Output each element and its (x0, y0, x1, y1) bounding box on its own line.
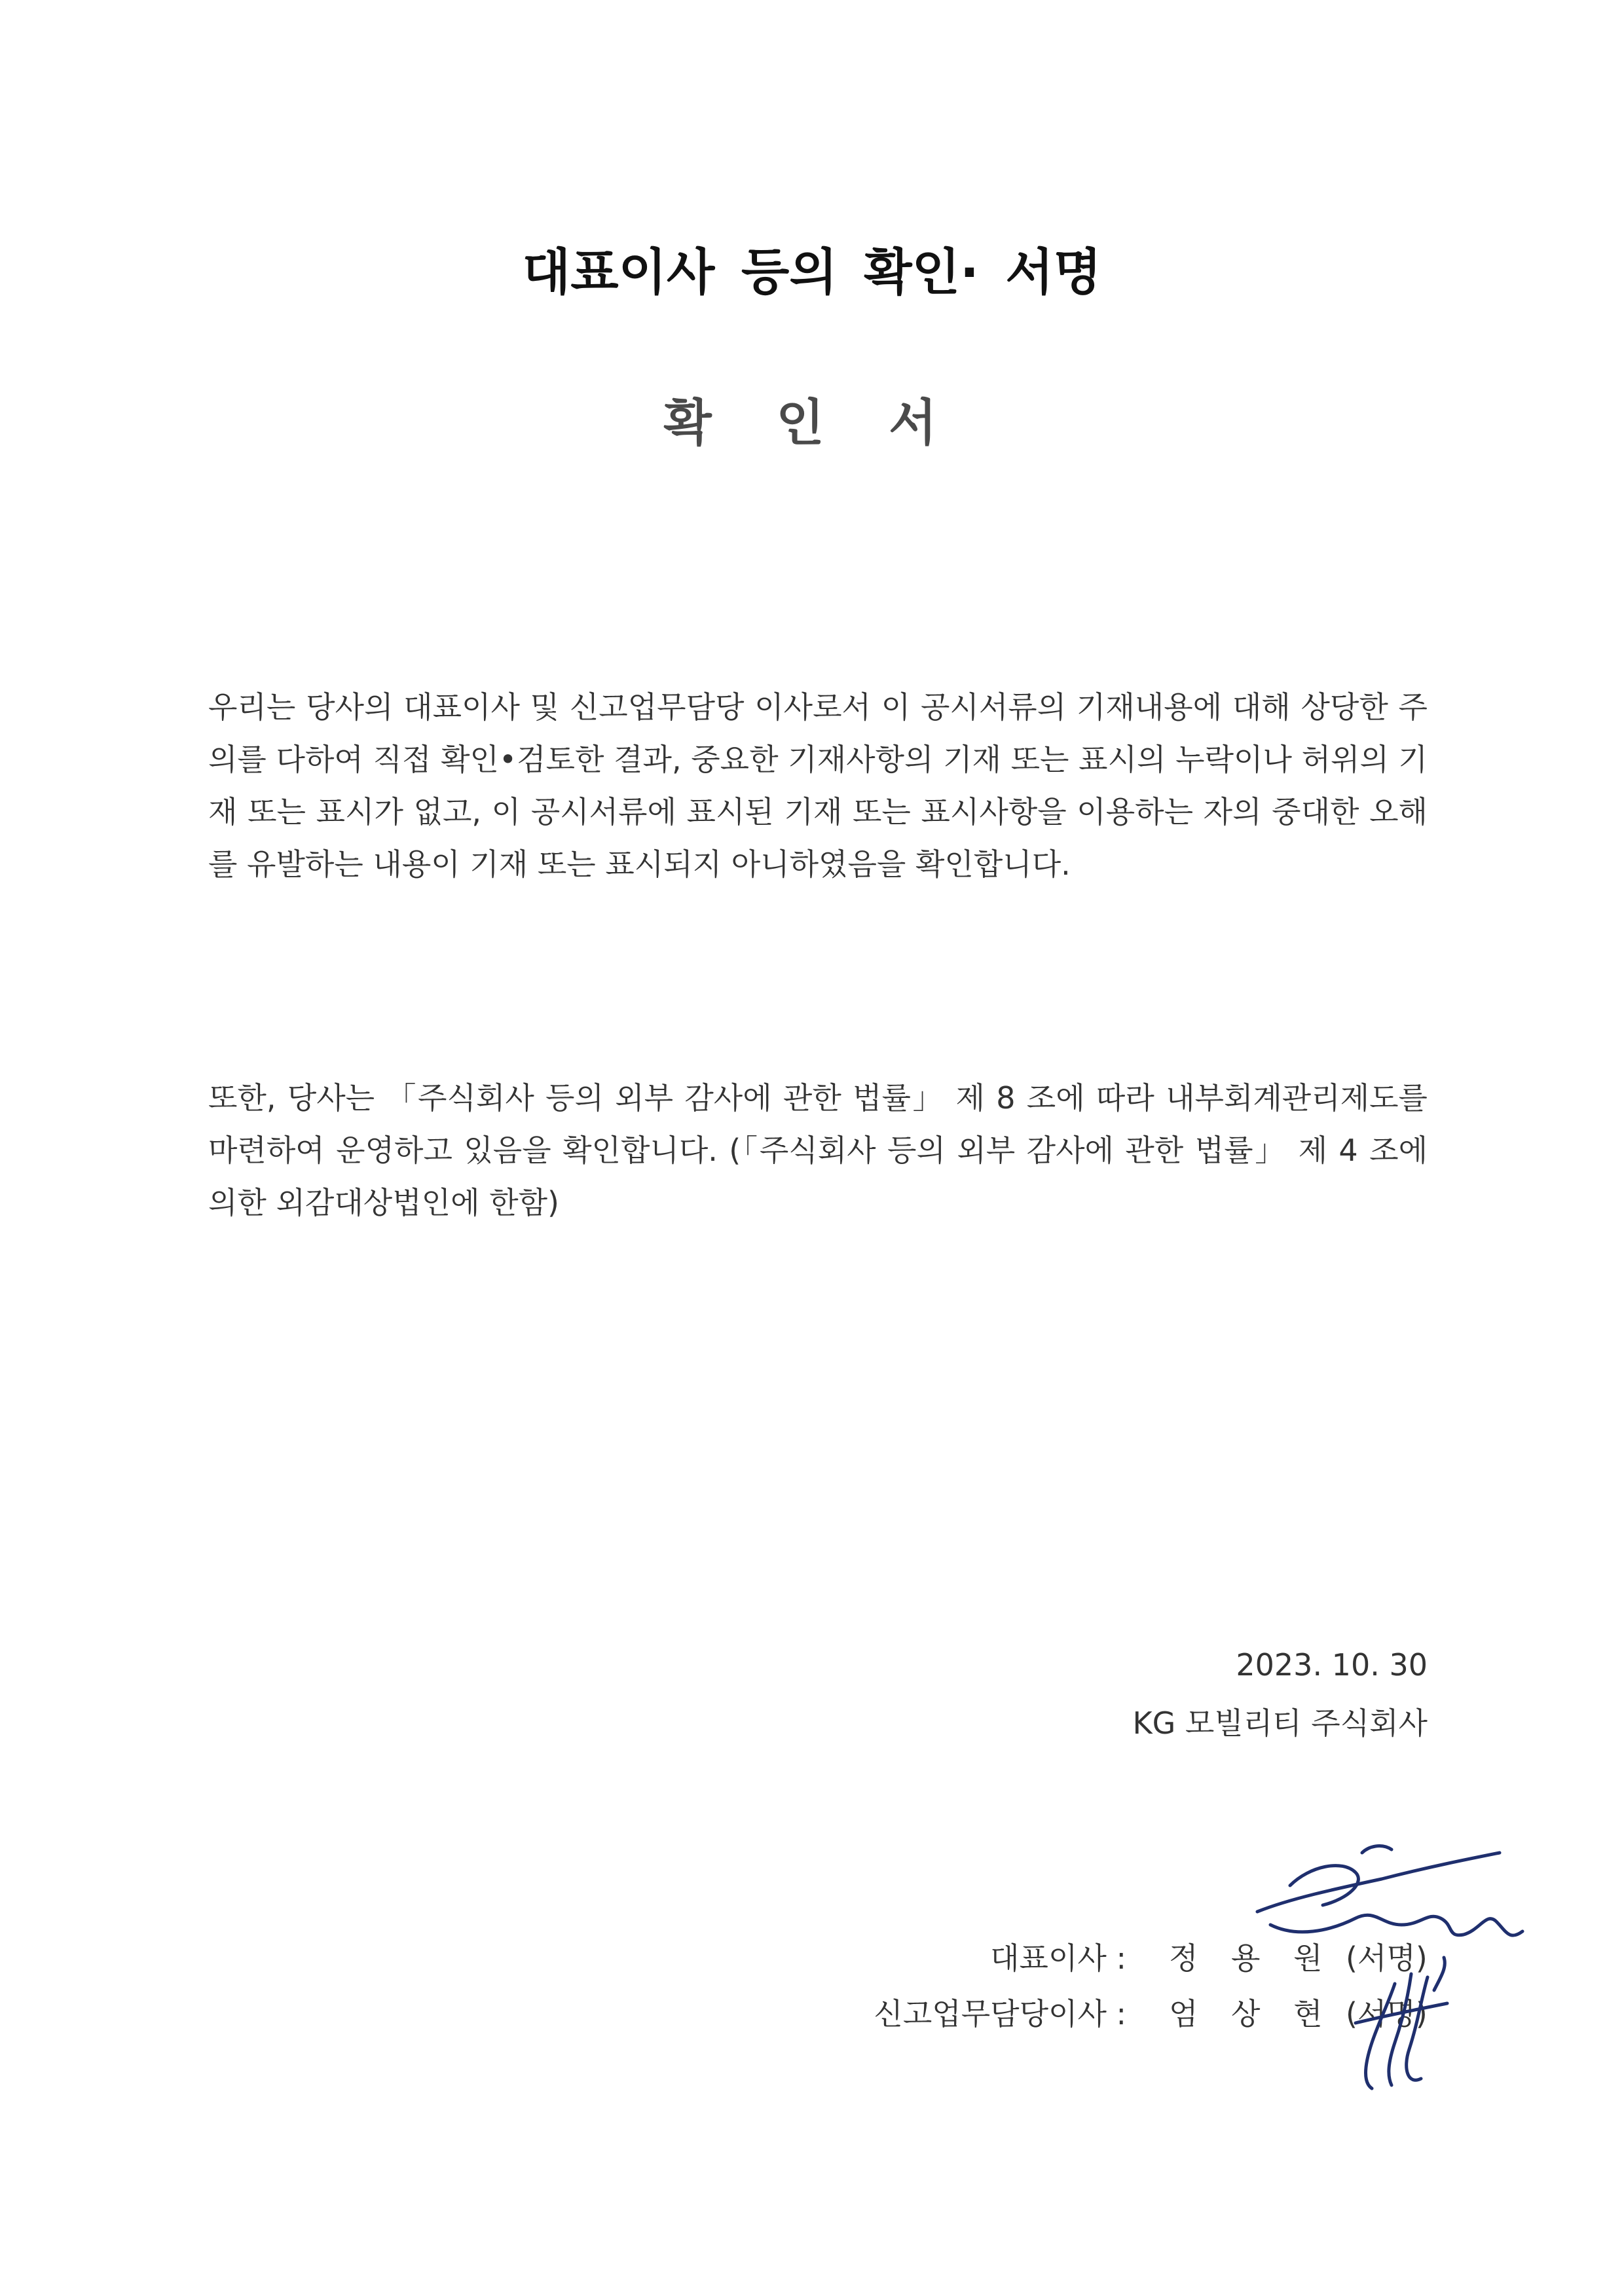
signatory-row-disclosure-officer (0, 1990, 1624, 2036)
signature-mark-label: (서명) (1346, 1996, 1428, 2032)
document-date: 2023. 10. 30 (1236, 1647, 1428, 1683)
signature-stroke (1362, 1846, 1392, 1853)
signatory-name: 정 용 원 (1169, 1941, 1335, 1976)
signature-stroke (1270, 1915, 1522, 1935)
signature-stroke (1290, 1866, 1358, 1905)
company-name: KG 모빌리티 주식회사 (1132, 1705, 1428, 1741)
page-title: 대표이사 등의 확인· 서명 (522, 243, 1102, 301)
signatory-role: 대표이사 : (990, 1941, 1126, 1976)
confirmation-paragraph: 우리는 당사의 대표이사 및 신고업무담당 이사로서 이 공시서류의 기재내용에 대해 상당한 주의를 다하여 직접 확인•검토한 결과, 중요한 기재사항의 기재 또는 표시의 누락이나 허위의 기재 또는 표시가 없고, 이 공시서류에 표시된 기재 또는 표시사항을 이용하는 자의 중대한 오해를 유발하는 내용이 기재 또는 표시되지 아니하였음을 확인합니다. (208, 689, 1428, 882)
internal-control-paragraph: 또한, 당사는 「주식회사 등의 외부 감사에 관한 법률」 제 8 조에 따라 내부회계관리제도를 마련하여 운영하고 있음을 확인합니다. (「주식회사 등의 외부 감사에 관한 법률」 제 4 조에 의한 외감대상법인에 한함) (208, 1080, 1428, 1220)
page-subtitle: 확 인 서 (663, 393, 961, 452)
signatory-role: 신고업무담당이사 : (874, 1996, 1126, 2032)
signatory-name: 엄 상 현 (1169, 1996, 1335, 2032)
signature-mark-label: (서명) (1346, 1941, 1428, 1976)
signatory-row-ceo (0, 1935, 1624, 1980)
signature-stroke (1257, 1853, 1500, 1912)
